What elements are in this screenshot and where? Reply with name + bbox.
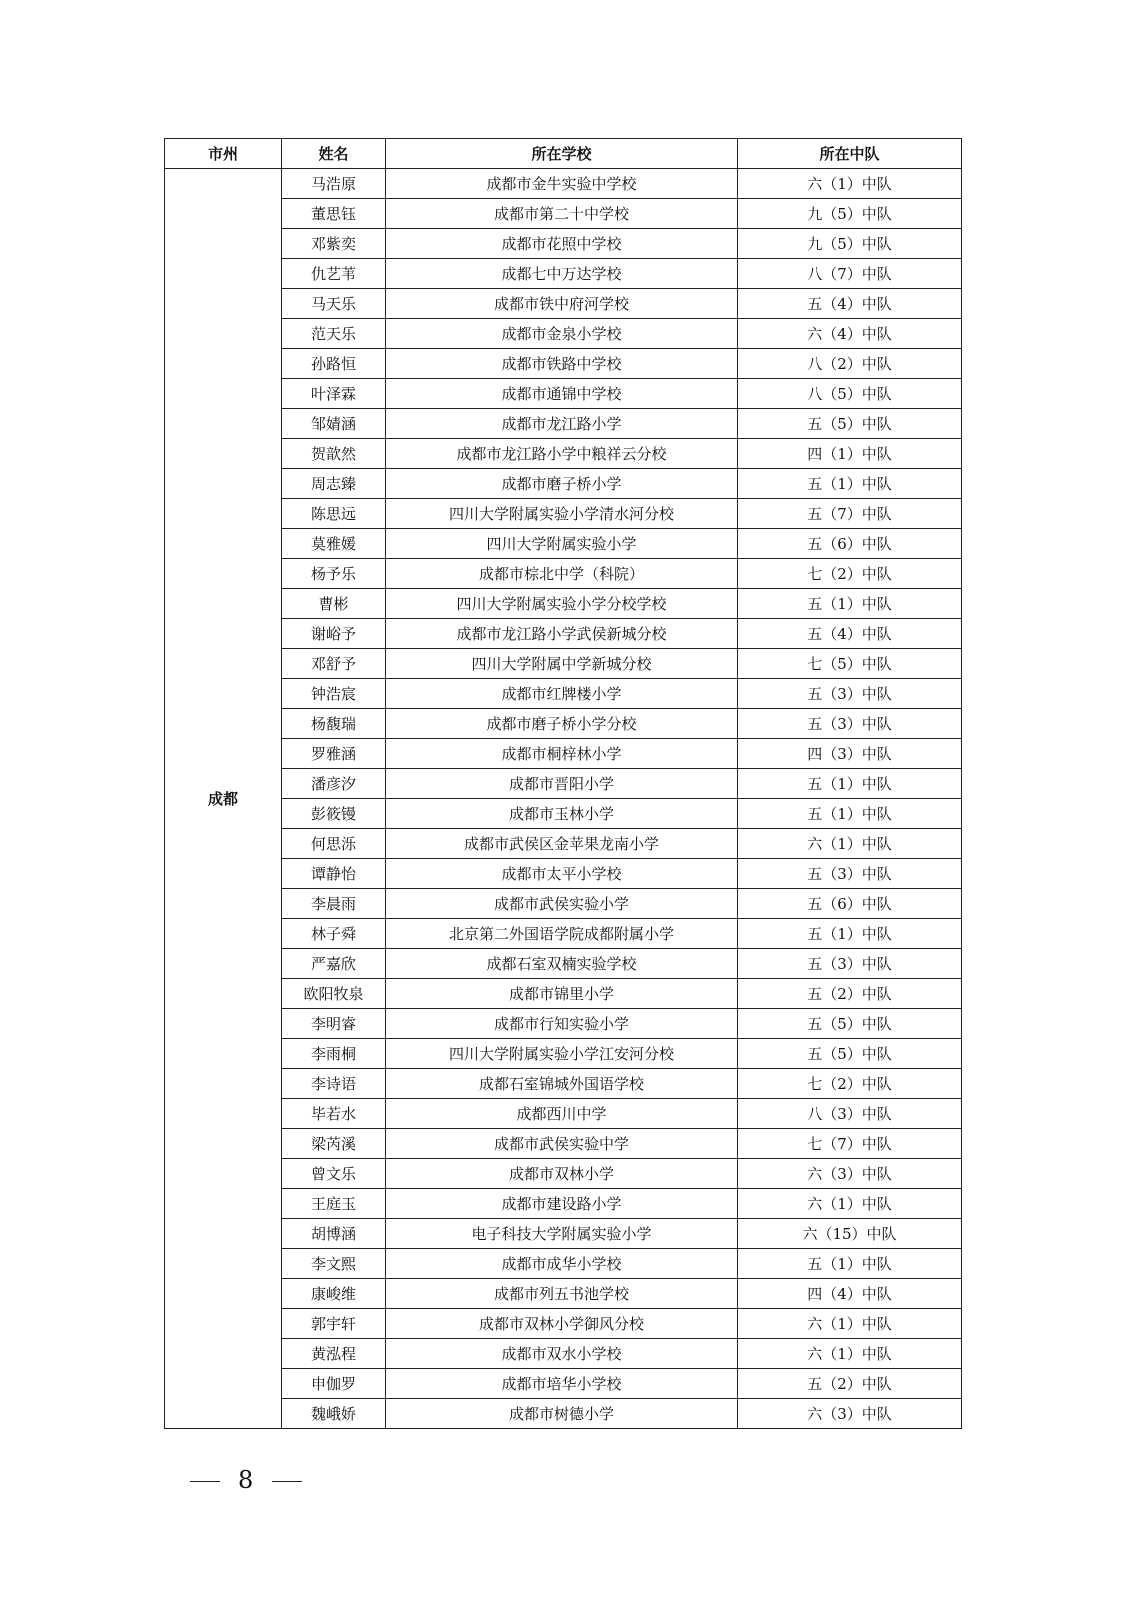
table-row xyxy=(165,319,962,349)
student-name-cell: 黄泓程 xyxy=(282,1339,386,1369)
squadron-cell: 七（2）中队 xyxy=(738,559,962,589)
squadron-cell: 六（3）中队 xyxy=(738,1399,962,1429)
student-name-cell: 邹婧涵 xyxy=(282,409,386,439)
school-cell: 成都市武侯区金苹果龙南小学 xyxy=(386,829,738,859)
table-header xyxy=(165,139,962,169)
school-cell: 成都市晋阳小学 xyxy=(386,769,738,799)
school-cell: 成都市树德小学 xyxy=(386,1399,738,1429)
student-name-cell: 曹彬 xyxy=(282,589,386,619)
squadron-cell: 四（3）中队 xyxy=(738,739,962,769)
table-row xyxy=(165,799,962,829)
student-name-cell: 康峻维 xyxy=(282,1279,386,1309)
school-cell: 四川大学附属实验小学分校学校 xyxy=(386,589,738,619)
student-name-cell: 李雨桐 xyxy=(282,1039,386,1069)
school-cell: 成都市成华小学校 xyxy=(386,1249,738,1279)
school-cell: 成都七中万达学校 xyxy=(386,259,738,289)
school-cell: 成都市磨子桥小学分校 xyxy=(386,709,738,739)
school-cell: 四川大学附属中学新城分校 xyxy=(386,649,738,679)
school-cell: 成都市列五书池学校 xyxy=(386,1279,738,1309)
squadron-cell: 五（5）中队 xyxy=(738,1009,962,1039)
student-name-cell: 邓紫奕 xyxy=(282,229,386,259)
table-row xyxy=(165,1039,962,1069)
student-name-cell: 罗雅涵 xyxy=(282,739,386,769)
school-cell: 成都市锦里小学 xyxy=(386,979,738,1009)
roster-table xyxy=(164,138,962,1429)
school-cell: 成都市第二十中学校 xyxy=(386,199,738,229)
table-row xyxy=(165,1099,962,1129)
table-row xyxy=(165,919,962,949)
table-row xyxy=(165,709,962,739)
school-cell: 成都市培华小学校 xyxy=(386,1369,738,1399)
table-row xyxy=(165,619,962,649)
squadron-cell: 五（4）中队 xyxy=(738,619,962,649)
squadron-cell: 七（5）中队 xyxy=(738,649,962,679)
squadron-cell: 六（1）中队 xyxy=(738,169,962,199)
school-cell: 成都市铁中府河学校 xyxy=(386,289,738,319)
squadron-cell: 六（1）中队 xyxy=(738,829,962,859)
header-squadron: 所在中队 xyxy=(738,139,962,169)
table-row xyxy=(165,679,962,709)
table-row xyxy=(165,1369,962,1399)
student-name-cell: 何思泺 xyxy=(282,829,386,859)
table-row xyxy=(165,409,962,439)
squadron-cell: 八（7）中队 xyxy=(738,259,962,289)
school-cell: 四川大学附属实验小学清水河分校 xyxy=(386,499,738,529)
student-name-cell: 董思钰 xyxy=(282,199,386,229)
squadron-cell: 五（4）中队 xyxy=(738,289,962,319)
student-name-cell: 钟浩宸 xyxy=(282,679,386,709)
header-city: 市州 xyxy=(165,139,282,169)
squadron-cell: 五（6）中队 xyxy=(738,529,962,559)
school-cell: 成都市金牛实验中学校 xyxy=(386,169,738,199)
squadron-cell: 四（1）中队 xyxy=(738,439,962,469)
school-cell: 成都市太平小学校 xyxy=(386,859,738,889)
school-cell: 成都市铁路中学校 xyxy=(386,349,738,379)
squadron-cell: 五（3）中队 xyxy=(738,859,962,889)
student-name-cell: 李晨雨 xyxy=(282,889,386,919)
school-cell: 成都市红牌楼小学 xyxy=(386,679,738,709)
squadron-cell: 六（4）中队 xyxy=(738,319,962,349)
school-cell: 四川大学附属实验小学 xyxy=(386,529,738,559)
squadron-cell: 五（1）中队 xyxy=(738,1249,962,1279)
header-row xyxy=(165,139,962,169)
table-row xyxy=(165,889,962,919)
squadron-cell: 七（7）中队 xyxy=(738,1129,962,1159)
table-row xyxy=(165,649,962,679)
student-name-cell: 李文熙 xyxy=(282,1249,386,1279)
school-cell: 成都市玉林小学 xyxy=(386,799,738,829)
table-row xyxy=(165,1069,962,1099)
squadron-cell: 四（4）中队 xyxy=(738,1279,962,1309)
student-name-cell: 林子舜 xyxy=(282,919,386,949)
school-cell: 成都市龙江路小学武侯新城分校 xyxy=(386,619,738,649)
student-name-cell: 谢峪予 xyxy=(282,619,386,649)
squadron-cell: 六（1）中队 xyxy=(738,1189,962,1219)
table-row xyxy=(165,1279,962,1309)
school-cell: 成都市磨子桥小学 xyxy=(386,469,738,499)
student-name-cell: 李诗语 xyxy=(282,1069,386,1099)
squadron-cell: 八（3）中队 xyxy=(738,1099,962,1129)
student-name-cell: 梁芮溪 xyxy=(282,1129,386,1159)
footer-dash-left xyxy=(190,1481,220,1482)
squadron-cell: 五（2）中队 xyxy=(738,1369,962,1399)
school-cell: 成都市双林小学 xyxy=(386,1159,738,1189)
squadron-cell: 五（6）中队 xyxy=(738,889,962,919)
student-name-cell: 谭静怡 xyxy=(282,859,386,889)
student-name-cell: 贺歆然 xyxy=(282,439,386,469)
squadron-cell: 五（2）中队 xyxy=(738,979,962,1009)
squadron-cell: 五（3）中队 xyxy=(738,679,962,709)
table-row xyxy=(165,739,962,769)
table-row xyxy=(165,1159,962,1189)
table-row xyxy=(165,559,962,589)
school-cell: 四川大学附属实验小学江安河分校 xyxy=(386,1039,738,1069)
school-cell: 成都市棕北中学（科院） xyxy=(386,559,738,589)
squadron-cell: 五（5）中队 xyxy=(738,1039,962,1069)
student-name-cell: 魏峨娇 xyxy=(282,1399,386,1429)
table-row xyxy=(165,589,962,619)
squadron-cell: 六（1）中队 xyxy=(738,1309,962,1339)
squadron-cell: 五（5）中队 xyxy=(738,409,962,439)
student-name-cell: 周志臻 xyxy=(282,469,386,499)
student-name-cell: 邓舒予 xyxy=(282,649,386,679)
student-name-cell: 孙路恒 xyxy=(282,349,386,379)
student-name-cell: 杨予乐 xyxy=(282,559,386,589)
table-row xyxy=(165,769,962,799)
table-row xyxy=(165,289,962,319)
squadron-cell: 五（7）中队 xyxy=(738,499,962,529)
table-row xyxy=(165,1219,962,1249)
page-number: 8 xyxy=(238,1466,255,1494)
student-name-cell: 彭筱镘 xyxy=(282,799,386,829)
school-cell: 成都市桐梓林小学 xyxy=(386,739,738,769)
table-row xyxy=(165,949,962,979)
school-cell: 成都市金泉小学校 xyxy=(386,319,738,349)
header-school: 所在学校 xyxy=(386,139,738,169)
page-footer xyxy=(190,1466,320,1494)
table-row xyxy=(165,1009,962,1039)
squadron-cell: 六（1）中队 xyxy=(738,1339,962,1369)
table-row xyxy=(165,1129,962,1159)
table-row xyxy=(165,349,962,379)
student-name-cell: 叶泽霖 xyxy=(282,379,386,409)
squadron-cell: 五（1）中队 xyxy=(738,919,962,949)
footer-dash-right xyxy=(272,1481,302,1482)
school-cell: 成都市建设路小学 xyxy=(386,1189,738,1219)
table-row xyxy=(165,1399,962,1429)
student-name-cell: 莫雅媛 xyxy=(282,529,386,559)
student-name-cell: 李明睿 xyxy=(282,1009,386,1039)
squadron-cell: 五（3）中队 xyxy=(738,949,962,979)
student-name-cell: 范天乐 xyxy=(282,319,386,349)
school-cell: 成都市双水小学校 xyxy=(386,1339,738,1369)
student-name-cell: 潘彦汐 xyxy=(282,769,386,799)
student-name-cell: 曾文乐 xyxy=(282,1159,386,1189)
table-body xyxy=(165,169,962,1429)
school-cell: 成都石室双楠实验学校 xyxy=(386,949,738,979)
student-name-cell: 马浩原 xyxy=(282,169,386,199)
school-cell: 成都石室锦城外国语学校 xyxy=(386,1069,738,1099)
table-row xyxy=(165,1309,962,1339)
student-name-cell: 仇艺苇 xyxy=(282,259,386,289)
table-row xyxy=(165,859,962,889)
student-name-cell: 胡博涵 xyxy=(282,1219,386,1249)
squadron-cell: 八（5）中队 xyxy=(738,379,962,409)
table-row xyxy=(165,979,962,1009)
school-cell: 成都市通锦中学校 xyxy=(386,379,738,409)
squadron-cell: 五（1）中队 xyxy=(738,469,962,499)
school-cell: 成都市双林小学御风分校 xyxy=(386,1309,738,1339)
table-row xyxy=(165,259,962,289)
school-cell: 成都市花照中学校 xyxy=(386,229,738,259)
squadron-cell: 八（2）中队 xyxy=(738,349,962,379)
school-cell: 电子科技大学附属实验小学 xyxy=(386,1219,738,1249)
school-cell: 成都西川中学 xyxy=(386,1099,738,1129)
student-name-cell: 申伽罗 xyxy=(282,1369,386,1399)
squadron-cell: 九（5）中队 xyxy=(738,229,962,259)
school-cell: 成都市龙江路小学中粮祥云分校 xyxy=(386,439,738,469)
school-cell: 北京第二外国语学院成都附属小学 xyxy=(386,919,738,949)
squadron-cell: 六（3）中队 xyxy=(738,1159,962,1189)
student-name-cell: 严嘉欣 xyxy=(282,949,386,979)
school-cell: 成都市武侯实验小学 xyxy=(386,889,738,919)
squadron-cell: 九（5）中队 xyxy=(738,199,962,229)
city-cell: 成都 xyxy=(165,169,282,1429)
school-cell: 成都市行知实验小学 xyxy=(386,1009,738,1039)
table-row xyxy=(165,1249,962,1279)
table-row xyxy=(165,529,962,559)
table-row xyxy=(165,1189,962,1219)
table-row xyxy=(165,439,962,469)
table-row xyxy=(165,199,962,229)
table-row xyxy=(165,469,962,499)
table-row xyxy=(165,169,962,199)
student-name-cell: 郭宇轩 xyxy=(282,1309,386,1339)
squadron-cell: 五（3）中队 xyxy=(738,709,962,739)
table-row xyxy=(165,379,962,409)
table-row xyxy=(165,229,962,259)
student-name-cell: 杨馥瑞 xyxy=(282,709,386,739)
header-name: 姓名 xyxy=(282,139,386,169)
school-cell: 成都市武侯实验中学 xyxy=(386,1129,738,1159)
student-name-cell: 马天乐 xyxy=(282,289,386,319)
student-name-cell: 王庭玉 xyxy=(282,1189,386,1219)
squadron-cell: 五（1）中队 xyxy=(738,769,962,799)
squadron-cell: 五（1）中队 xyxy=(738,589,962,619)
student-name-cell: 欧阳牧泉 xyxy=(282,979,386,1009)
squadron-cell: 七（2）中队 xyxy=(738,1069,962,1099)
squadron-cell: 六（15）中队 xyxy=(738,1219,962,1249)
school-cell: 成都市龙江路小学 xyxy=(386,409,738,439)
squadron-cell: 五（1）中队 xyxy=(738,799,962,829)
table-row xyxy=(165,1339,962,1369)
table-row xyxy=(165,499,962,529)
student-name-cell: 陈思远 xyxy=(282,499,386,529)
table-row xyxy=(165,829,962,859)
student-name-cell: 毕若水 xyxy=(282,1099,386,1129)
